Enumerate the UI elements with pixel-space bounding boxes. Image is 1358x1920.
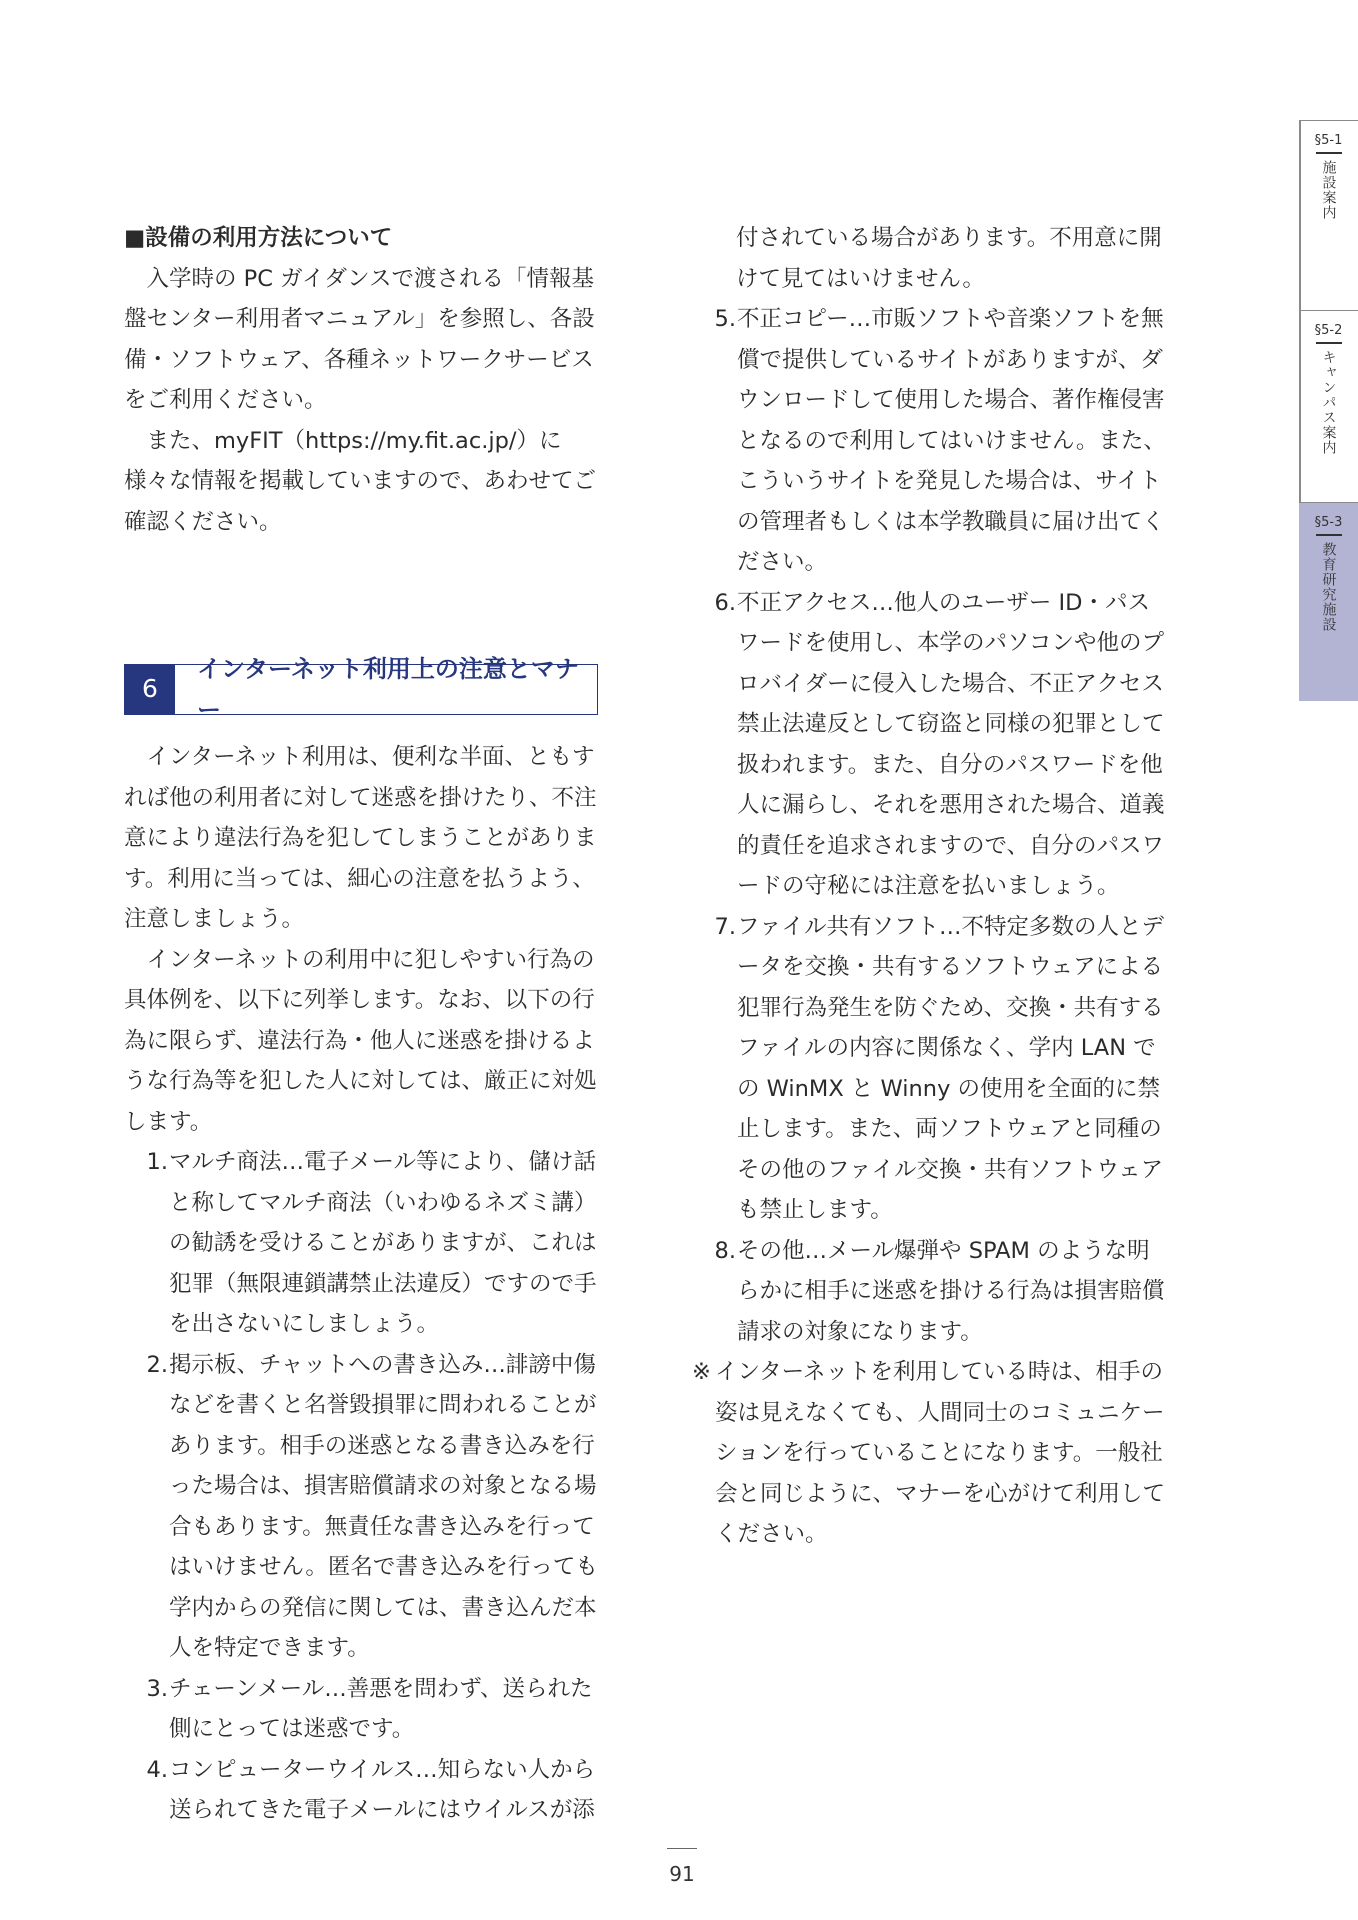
list-item-text: ファイル共有ソフト…不特定多数の人とデータを交換・共有するソフトウェアによる犯罪行為発生を防ぐため、交換・共有するファイルの内容に関係なく、学内 LAN での WinMX と Winny の使用を全面的に禁止します。また、両ソフトウェアと同種のその他のファイル交換・共有ソフトウェアも禁止します。	[737, 913, 1165, 1223]
section-heading-box	[124, 655, 598, 724]
list-item	[124, 1750, 600, 1831]
list-item-text: その他…メール爆弾や SPAM のような明らかに相手に迷惑を掛ける行為は損害賠償請求の対象になります。	[737, 1237, 1165, 1345]
list-item	[124, 1345, 600, 1669]
section-paragraph-2: インターネットの利用中に犯しやすい行為の具体例を、以下に列挙します。なお、以下の行為に限らず、違法行為・他人に迷惑を掛けるような行為等を犯した人に対しては、厳正に対処します。	[124, 946, 597, 1135]
tab-code: §5-3	[1314, 515, 1343, 530]
list-item-text: 不正コピー…市販ソフトや音楽ソフトを無償で提供しているサイトがありますが、ダウンロードして使用した場合、著作権侵害となるので利用してはいけません。また、こういうサイトを発見した場合は、サイトの管理者もしくは本学教職員に届け出てください。	[737, 306, 1166, 575]
note-text: インターネットを利用している時は、相手の姿は見えなくても、人間同士のコミュニケーションを行っていることになります。一般社会と同じように、マナーを心がけて利用してください。	[715, 1359, 1166, 1547]
list-item-number: 5.	[714, 306, 736, 332]
section-title: インターネット利用上の注意とマナー	[197, 655, 579, 724]
note	[692, 1352, 1168, 1555]
list-item	[692, 907, 1168, 1231]
list-item	[124, 1142, 600, 1345]
list-item-text: チェーンメール…善悪を問わず、送られた側にとっては迷惑です。	[169, 1675, 593, 1742]
list-item-text: 掲示板、チャットへの書き込み…誹謗中傷などを書くと名誉毀損罪に問われることがあります。相手の迷惑となる書き込みを行った場合は、損害賠償請求の対象となる場合もあります。無責任な書き込みを行ってはいけません。匿名で書き込みを行っても学内からの発信に関しては、書き込んだ本人を特定できます。	[169, 1351, 598, 1661]
list-item-number: 2.	[146, 1351, 168, 1378]
list-item	[692, 583, 1168, 907]
list-item-number: 7.	[714, 913, 736, 940]
list-item	[692, 299, 1168, 583]
tab-label: 施設案内	[1320, 159, 1337, 220]
tab-rule	[1316, 534, 1342, 536]
left-column	[124, 218, 600, 1831]
note-mark: ※	[692, 1359, 711, 1385]
section-number: 6	[125, 665, 175, 714]
facilities-paragraph-1: 入学時の PC ガイダンスで渡される「情報基盤センター利用者マニュアル」を参照し、各設備・ソフトウェア、各種ネットワークサービスをご利用ください。	[124, 265, 595, 413]
list-item-number: 8.	[714, 1237, 736, 1264]
tab-rule	[1316, 152, 1342, 154]
tab-rule	[1316, 342, 1342, 344]
facilities-paragraph-2: また、myFIT（https://my.fit.ac.jp/）に様々な情報を掲載していますので、あわせてご確認ください。	[124, 427, 597, 535]
list-item-continuation: 付されている場合があります。不用意に開けて見てはいけません。	[736, 225, 1162, 292]
list-item-number: 1.	[146, 1149, 168, 1175]
list-item-text: コンピューターウイルス…知らない人から送られてきた電子メールにはウイルスが添	[169, 1756, 596, 1823]
section-paragraph-1: インターネット利用は、便利な半面、ともすれば他の利用者に対して迷惑を掛けたり、不注意により違法行為を犯してしまうことがあります。利用に当っては、細心の注意を払うよう、注意しましょう。	[124, 744, 597, 932]
tab-label: 教育研究施設	[1320, 541, 1337, 632]
page-number: 91	[669, 1862, 695, 1886]
tab-code: §5-2	[1314, 323, 1343, 338]
page-number-rule	[667, 1848, 697, 1849]
list-item-number: 6.	[714, 589, 736, 616]
tab-label: キャンパス案内	[1320, 349, 1337, 455]
tab-section-5-3[interactable]	[1299, 502, 1358, 701]
tab-section-5-2[interactable]	[1299, 310, 1358, 503]
facilities-heading: ■設備の利用方法について	[124, 225, 393, 251]
tab-section-5-1[interactable]	[1299, 120, 1358, 311]
list-item-number: 4.	[146, 1756, 168, 1783]
list-item	[692, 1231, 1168, 1353]
tab-code: §5-1	[1314, 133, 1343, 148]
list-item-number: 3.	[146, 1675, 168, 1702]
list-item-text: マルチ商法…電子メール等により、儲け話と称してマルチ商法（いわゆるネズミ講）の勧誘を受けることがありますが、これは犯罪（無限連鎖講禁止法違反）ですので手を出さないにしましょう。	[169, 1149, 597, 1337]
list-item-text: 不正アクセス…他人のユーザー ID・パスワードを使用し、本学のパソコンや他のプロバイダーに侵入した場合、不正アクセス禁止法違反として窃盗と同様の犯罪として扱われます。また、自分のパスワードを他人に漏らし、それを悪用された場合、道義的責任を追求されますので、自分のパスワードの守秘には注意を払いましょう。	[737, 589, 1165, 899]
list-item	[124, 1669, 600, 1750]
right-column	[692, 218, 1168, 1555]
